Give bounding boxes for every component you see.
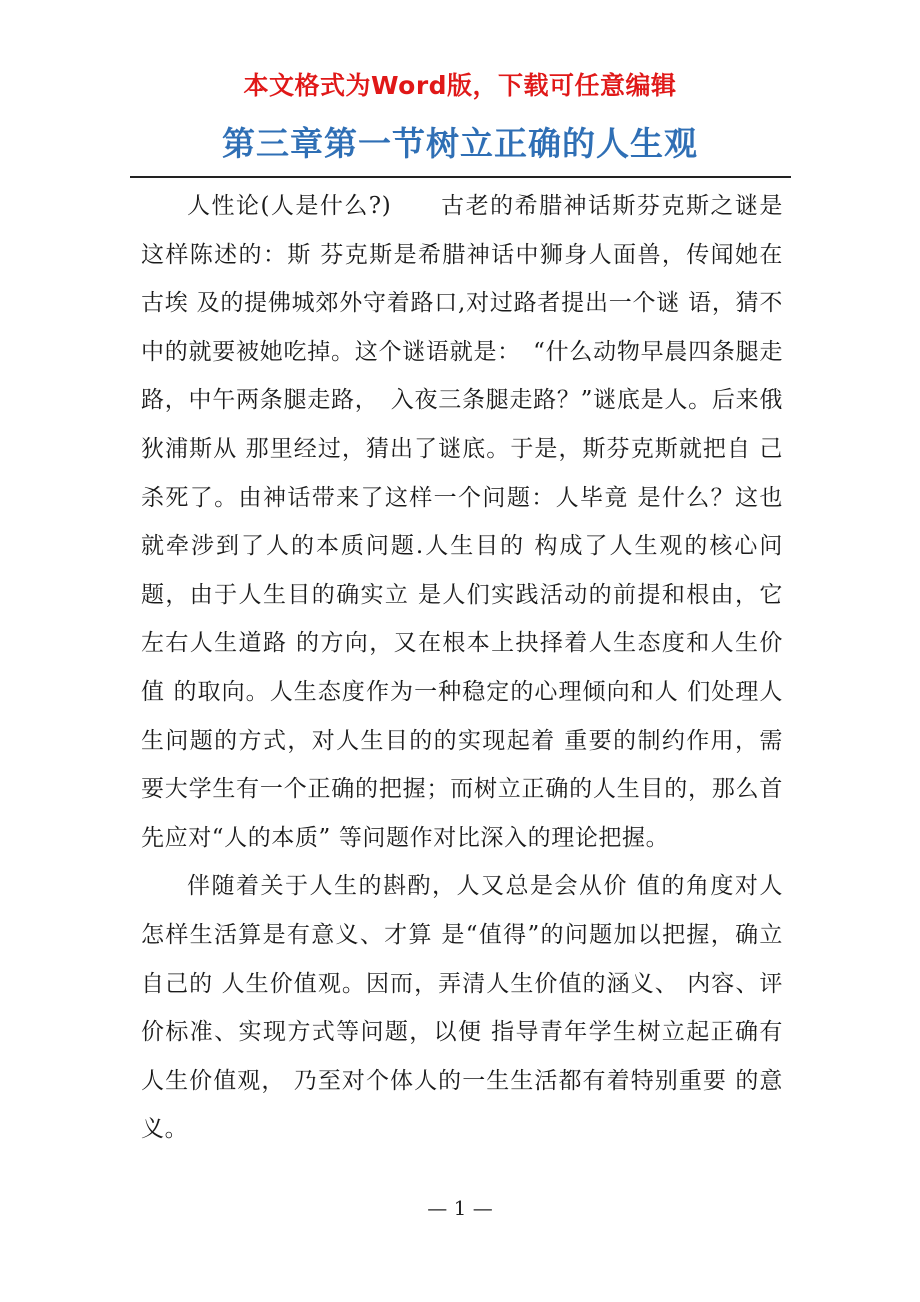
document-title: 第三章第一节树立正确的人生观 [222, 124, 698, 163]
body-paragraph-1: 人性论(人是什么?) 古老的希腊神话斯芬克斯之谜是这样陈述的：斯 芬克斯是希腊神话中狮身人面兽，传闻她在古埃 及的提佛城郊外守着路口,对过路者提出一个谜 语，猜不中的就要被她吃掉。这个谜语就是： “什么动物早晨四条腿走路，中午两条腿走路， 入夜三条腿走路？”谜底是人。后来俄狄浦斯从 那里经过，猜出了谜底。于是，斯芬克斯就把自 己杀死了。由神话带来了这样一个问题：人毕竟 是什么？这也就牵涉到了人的本质问题.人生目的 构成了人生观的核心问题，由于人生目的确实立 是人们实践活动的前提和根由，它左右人生道路 的方向，又在根本上抉择着人生态度和人生价值 的取向。人生态度作为一种稳定的心理倾向和人 们处理人生问题的方式，对人生目的的实现起着 重要的制约作用，需要大学生有一个正确的把握；而树立正确的人生目的，那么首先应对“人的本质” 等问题作对比深入的理论把握。 [141, 193, 783, 851]
document-body [141, 182, 783, 1154]
page-number: — 1 — [427, 1196, 493, 1220]
title-divider [130, 176, 791, 178]
body-paragraph-2: 伴随着关于人生的斟酌，人又总是会从价 值的角度对人怎样生活算是有意义、才算 是“值得”的问题加以把握，确立自己的 人生价值观。因而，弄清人生价值的涵义、 内容、评价标准、实现方式等问题，以便 指导青年学生树立起正确有人生价值观， 乃至对个体人的一生生活都有着特别重要 的意义。 [141, 873, 783, 1143]
document-banner: 本文格式为Word版，下载可任意编辑 [243, 71, 677, 100]
